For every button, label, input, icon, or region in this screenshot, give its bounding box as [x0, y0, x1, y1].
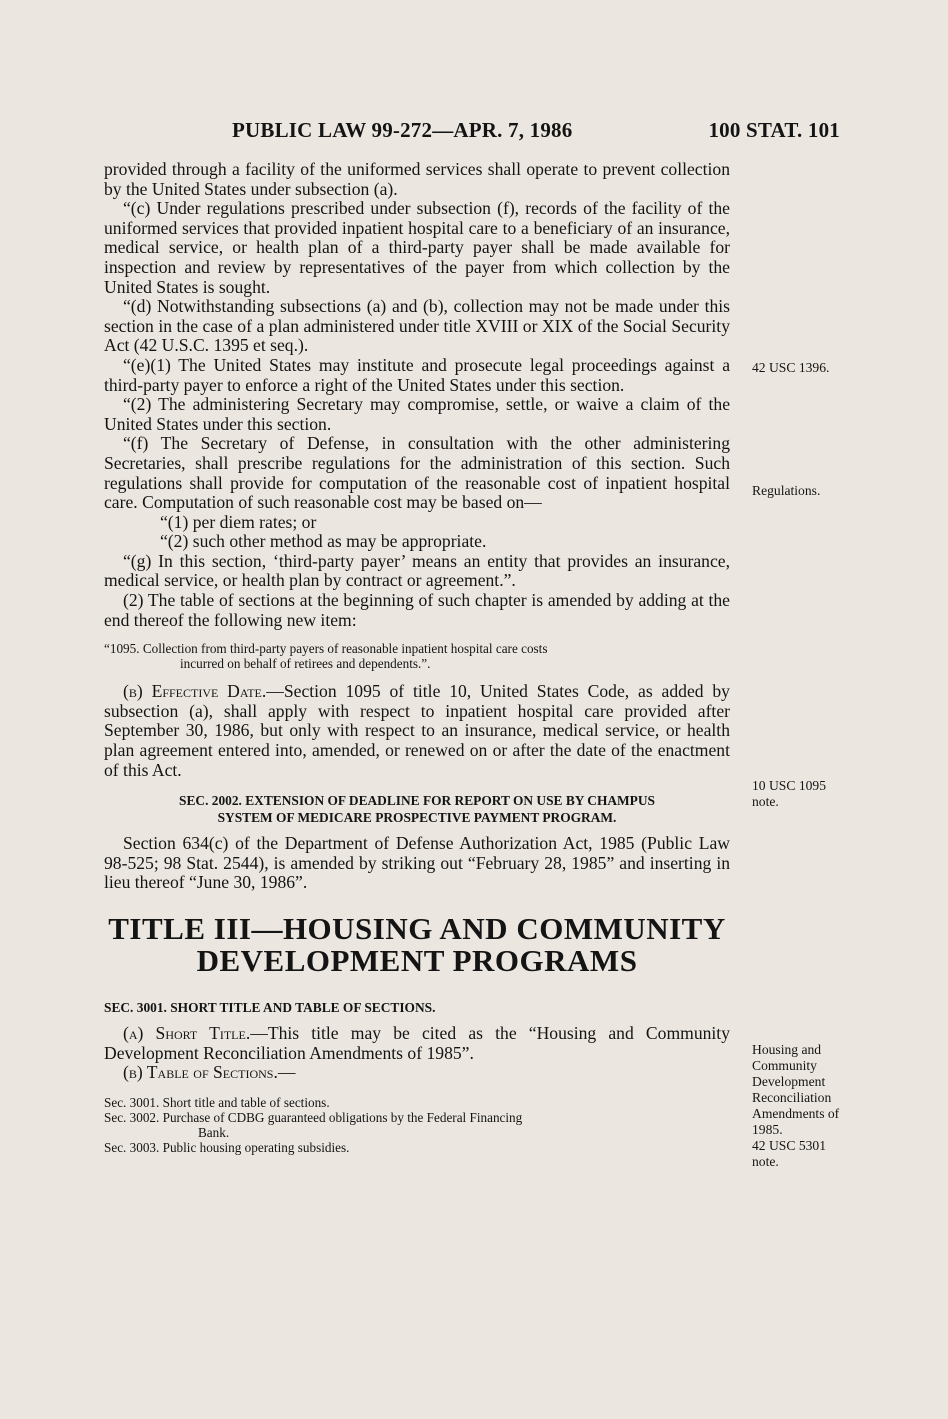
margin-note-line: Development — [752, 1074, 826, 1089]
margin-note-42-usc-1396: 42 USC 1396. — [752, 360, 830, 375]
paragraph-section-634c: Section 634(c) of the Department of Defense Authorization Act, 1985 (Public Law 98-525; 98 Stat. 2544), is amended by striking out “February 28, 1985” and inserting in lieu thereof “June 30, 1986”. — [104, 833, 730, 893]
paragraph-table-amendment: (2) The table of sections at the beginning of such chapter is amended by adding at the end thereof the following new item: — [104, 590, 730, 630]
margin-note-line: note. — [752, 1154, 779, 1169]
statute-page-number: 100 STAT. 101 — [708, 118, 840, 142]
short-title-text: —This title may be cited as the “Housing and Community Development Reconciliation Amendments of 1985”. — [104, 1023, 730, 1063]
table-of-sections-dash: — — [277, 1062, 296, 1083]
title-iii-heading-line2: DEVELOPMENT PROGRAMS — [196, 943, 638, 978]
paragraph-e1: “(e)(1) The United States may institute and prosecute legal proceedings against a third-party payer to enforce a right of the United States under this section. — [104, 354, 730, 395]
margin-note-line: Reconciliation — [752, 1090, 832, 1105]
paragraph-f1: “(1) per diem rates; or — [160, 511, 317, 532]
table-of-sections-heading: (b) Table of Sections. — [123, 1062, 278, 1083]
title-iii-heading — [104, 913, 730, 977]
new-section-item-line1: “1095. Collection from third-party payers of reasonable inpatient hospital care costs — [104, 641, 548, 657]
margin-note-line: 1985. — [752, 1122, 783, 1137]
margin-note-line: 42 USC 5301 — [752, 1138, 827, 1153]
toc-entry-continuation: Bank. — [198, 1124, 230, 1140]
main-text-column — [104, 160, 730, 1155]
paragraph-f2: “(2) such other method as may be appropriate. — [160, 531, 487, 552]
margin-note-housing — [752, 1042, 902, 1170]
effective-date-text: —Section 1095 of title 10, United States Code, as added by subsection (a), shall apply with respect to inpatient hospital care provided after September 30, 1986, but only with respect to an insurance, medical service, or health plan agreement entered into, amended, or renewed on or after the date of the enactment of this Act. — [104, 681, 730, 780]
paragraph-table-of-sections — [104, 1063, 730, 1083]
paragraph-f: “(f) The Secretary of Defense, in consultation with the other administering Secretaries, shall prescribe regulations for the administration of this section. Such regulations shall provide for computation of the reasonable cost of inpatient hospital care. Computation of such reasonable cost may be based on— — [104, 433, 730, 513]
new-section-item-line2: incurred on behalf of retirees and dependents.”. — [180, 656, 431, 672]
paragraph-effective-date — [104, 682, 730, 780]
short-title-heading: (a) Short Title. — [123, 1023, 251, 1043]
new-section-item — [104, 641, 730, 671]
margin-note-regulations: Regulations. — [752, 483, 821, 498]
effective-date-heading: (b) Effective Date. — [123, 681, 267, 702]
table-of-sections — [104, 1095, 730, 1155]
margin-note-line: Community — [752, 1058, 817, 1073]
section-2002-heading-line1: SEC. 2002. EXTENSION OF DEADLINE FOR REPORT ON USE BY CHAMPUS — [179, 793, 655, 809]
paragraph-short-title — [104, 1024, 730, 1063]
margin-note-10-usc-1095 — [752, 778, 902, 810]
section-2002-heading — [104, 792, 730, 826]
paragraph-e2: “(2) The administering Secretary may compromise, settle, or waive a claim of the United States under this section. — [104, 394, 730, 434]
title-iii-heading-line1: TITLE III—HOUSING AND COMMUNITY — [108, 911, 726, 946]
paragraph-c: “(c) Under regulations prescribed under subsection (f), records of the facility of the uniformed services that provided inpatient hospital care to a beneficiary of an insurance, medical service, or health plan of a third-party payer shall be made available for inspection and review by representatives of the payer from which collection by the United States is sought. — [104, 198, 730, 297]
section-3001-heading: SEC. 3001. SHORT TITLE AND TABLE OF SECTIONS. — [104, 1000, 436, 1015]
toc-entry: Sec. 3001. Short title and table of sections. — [104, 1094, 330, 1110]
running-head-title: PUBLIC LAW 99-272—APR. 7, 1986 — [232, 118, 573, 142]
toc-entry: Sec. 3002. Purchase of CDBG guaranteed obligations by the Federal Financing — [104, 1109, 523, 1125]
paragraph-g: “(g) In this section, ‘third-party payer’ means an entity that provides an insurance, medical service, or health plan by contract or agreement.”. — [104, 550, 730, 591]
section-2002-heading-line2: SYSTEM OF MEDICARE PROSPECTIVE PAYMENT PROGRAM. — [217, 810, 617, 826]
margin-note-line: Housing and — [752, 1042, 822, 1057]
toc-entry: Sec. 3003. Public housing operating subsidies. — [104, 1139, 350, 1155]
paragraph-continuation: provided through a facility of the uniformed services shall operate to prevent collection by the United States under subsection (a). — [104, 159, 730, 199]
page-header — [104, 118, 840, 144]
margin-note-line: 10 USC 1095 — [752, 778, 827, 793]
margin-note-line: Amendments of — [752, 1106, 840, 1121]
paragraph-d: “(d) Notwithstanding subsections (a) and (b), collection may not be made under this section in the case of a plan administered under title XVIII or XIX of the Social Security Act (42 U.S.C. 1395 et seq.). — [104, 296, 730, 356]
margin-note-line: note. — [752, 794, 779, 809]
